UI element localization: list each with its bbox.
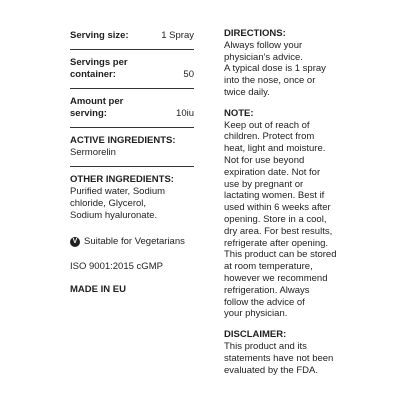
- servings-per-container-row: [70, 57, 194, 81]
- vegetarian-text: Suitable for Vegetarians: [84, 236, 185, 247]
- amount-per-serving-value: 10iu: [176, 108, 194, 119]
- serving-size-value: 1 Spray: [161, 30, 194, 41]
- divider: [70, 166, 194, 167]
- made-in-label: MADE IN EU: [70, 284, 126, 295]
- amount-per-serving-row: [70, 96, 194, 120]
- supplement-facts-panel: [70, 30, 194, 295]
- servings-per-container-label: Servings per container:: [70, 57, 128, 80]
- other-ingredients-text: Purified water, Sodium chloride, Glycerol, Sodium hyaluronate.: [70, 186, 166, 221]
- disclaimer-heading: DISCLAIMER:: [224, 329, 287, 341]
- note-heading: NOTE:: [224, 107, 254, 119]
- iso-certification: ISO 9001:2015 cGMP: [70, 261, 163, 272]
- divider: [70, 49, 194, 50]
- serving-size-label: Serving size:: [70, 30, 129, 41]
- directions-heading: DIRECTIONS:: [224, 28, 286, 39]
- directions-text: Always follow your physician's advice. A typical dose is 1 spray into the nose, once or twice daily.: [224, 39, 326, 98]
- serving-size-row: [70, 30, 194, 42]
- note-text: Keep out of reach of children. Protect from heat, light and moisture. Not for use beyond expiration date. Not for use by pregnant or lactating women. Best if used within 6 weeks after opening. Store in a cool, dry area. For best results, refrigerate after opening. This product can be stored at room temperature, however we recommend refrigeration. Always follow the advice of your physician.: [224, 119, 337, 320]
- servings-per-container-value: 50: [183, 69, 194, 80]
- disclaimer-text: This product and its statements have not been evaluated by the FDA.: [224, 340, 334, 376]
- amount-per-serving-label: Amount per serving:: [70, 96, 124, 119]
- label-info-column: [224, 28, 360, 376]
- vegetarian-icon: V: [70, 237, 80, 247]
- divider: [70, 88, 194, 89]
- active-ingredients-heading: ACTIVE INGREDIENTS:: [70, 135, 176, 146]
- divider: [70, 127, 194, 128]
- active-ingredients-text: Sermorelin: [70, 147, 116, 158]
- vegetarian-badge-row: [70, 236, 194, 247]
- other-ingredients-heading: OTHER INGREDIENTS:: [70, 174, 174, 185]
